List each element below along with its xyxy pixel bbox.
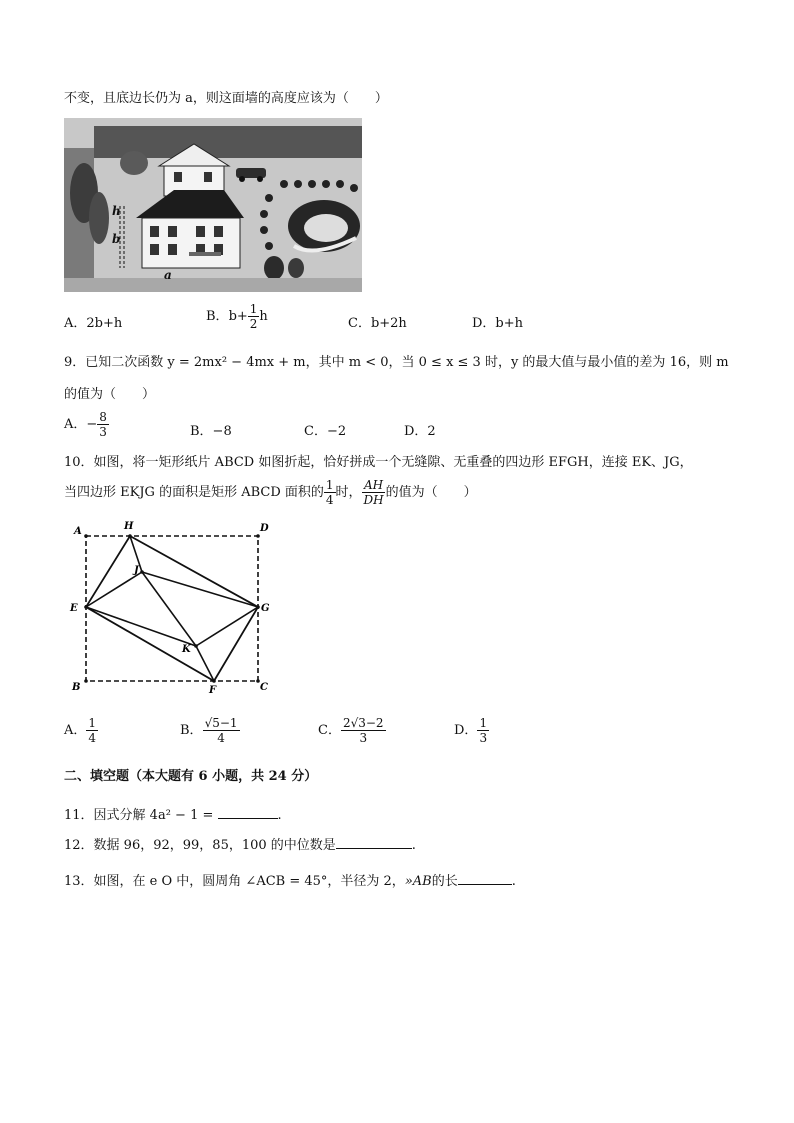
q13-arc: »AB	[404, 874, 432, 889]
frac-den: 3	[359, 731, 368, 745]
q10-option-c-label: C．	[318, 723, 341, 738]
label-h: h	[112, 204, 121, 218]
q10-option-d	[454, 716, 489, 745]
q13	[64, 872, 516, 891]
q10-text-line1: 10．如图，将一矩形纸片 ABCD 如图折起，恰好拼成一个无缝隙、无重叠的四边形 EFGH，连接 EK、JG，	[64, 455, 693, 470]
point-b-label: B	[72, 682, 81, 693]
frac-num: 8	[99, 410, 107, 424]
q12-end: .	[411, 838, 416, 853]
q10-option-c-frac	[341, 716, 386, 745]
q13-end: .	[511, 874, 516, 889]
point-h-label: H	[124, 521, 134, 532]
q10-figure	[64, 518, 284, 698]
q9-option-c: C．−2	[304, 424, 347, 439]
q8-option-a: A．2b+h	[64, 316, 123, 331]
frac-den: 4	[88, 731, 97, 745]
point-f-label: F	[209, 685, 217, 696]
q10-text-line2	[64, 478, 477, 507]
q10-option-d-frac	[477, 716, 489, 745]
point-e-label: E	[70, 603, 78, 614]
q10-line2-post: 的值为（ ）	[385, 485, 477, 500]
q10-frac-quarter	[324, 478, 336, 507]
q11	[64, 806, 282, 825]
frac-num: AH	[364, 478, 384, 492]
q10-frac-ah-dh	[362, 478, 386, 507]
q12-text: 12．数据 96，92，99，85，100 的中位数是	[64, 838, 336, 853]
house-illustration	[64, 118, 362, 292]
rect-abcd	[86, 536, 258, 681]
q11-end: .	[277, 808, 282, 823]
frac-num: 1	[88, 716, 97, 730]
frac-num: 1	[249, 302, 258, 316]
q8-option-d: D．b+h	[472, 316, 524, 331]
section-title: 二、填空题（本大题有 6 小题，共 24 分）	[64, 769, 318, 784]
point-g-label: G	[261, 603, 270, 614]
q8-option-b	[206, 302, 268, 331]
q10-option-b	[180, 716, 240, 745]
point-d-label: D	[260, 523, 269, 534]
q12-answer-blank[interactable]	[336, 836, 412, 849]
q11-text: 11．因式分解 4a² − 1 =	[64, 808, 214, 823]
frac-num: 2√3−2	[342, 716, 384, 730]
q9-option-a-pre: A．−	[64, 417, 98, 432]
q9-option-a-frac	[97, 410, 109, 439]
q10-line2-mid: 时，	[335, 485, 362, 500]
q10-option-a	[64, 716, 98, 745]
q8-option-b-frac	[248, 302, 260, 331]
q10-option-a-label: A．	[64, 723, 87, 738]
q9-option-a	[64, 410, 109, 439]
q10-line2-pre: 当四边形 EKJG 的面积是矩形 ABCD 面积的	[64, 485, 324, 500]
frac-den: 4	[217, 731, 225, 745]
frac-den: 2	[249, 317, 258, 331]
q9-option-d: D．2	[404, 424, 436, 439]
q10-option-c	[318, 716, 386, 745]
q8-option-c: C．b+2h	[348, 316, 407, 331]
q10-option-a-frac	[86, 716, 98, 745]
q9-text-line1: 9．已知二次函数 y = 2mx² − 4mx + m，其中 m < 0，当 0 ≤ x ≤ 3 时，y 的最大值与最小值的差为 16，则 m	[64, 355, 729, 370]
frac-den: 3	[479, 731, 488, 745]
point-k-label: K	[182, 644, 191, 655]
label-a: a	[164, 268, 172, 282]
q8-option-b-pre: b+	[228, 309, 248, 324]
q10-option-b-label: B．	[180, 723, 203, 738]
point-c-label: C	[260, 682, 268, 693]
q12	[64, 836, 416, 855]
frac-den: 3	[99, 425, 107, 439]
q10-option-b-frac	[203, 716, 240, 745]
label-b: b	[112, 232, 121, 246]
q10-option-d-label: D．	[454, 723, 478, 738]
q8-option-b-label: B．	[206, 309, 229, 324]
q9-option-b: B．−8	[190, 424, 232, 439]
frac-den: 4	[325, 493, 334, 507]
q13-text: 13．如图，在 e O 中，圆周角 ∠ACB = 45°，半径为 2，	[64, 874, 405, 889]
q9-text-line2: 的值为（ ）	[64, 387, 156, 402]
frac-num: √5−1	[204, 716, 238, 730]
q13-tail: 的长	[431, 874, 458, 889]
q13-answer-blank[interactable]	[458, 872, 512, 885]
quad-efgh	[86, 536, 258, 681]
q8-photo	[64, 118, 362, 292]
frac-num: 1	[479, 716, 488, 730]
point-j-label: J	[134, 565, 139, 576]
q8-option-b-post: h	[259, 309, 268, 324]
frac-num: 1	[325, 478, 334, 492]
point-a-label: A	[74, 526, 82, 537]
q8-text: 不变，且底边长仍为 a，则这面墙的高度应该为（ ）	[64, 91, 388, 106]
frac-den: DH	[363, 493, 384, 507]
q11-answer-blank[interactable]	[218, 806, 278, 819]
